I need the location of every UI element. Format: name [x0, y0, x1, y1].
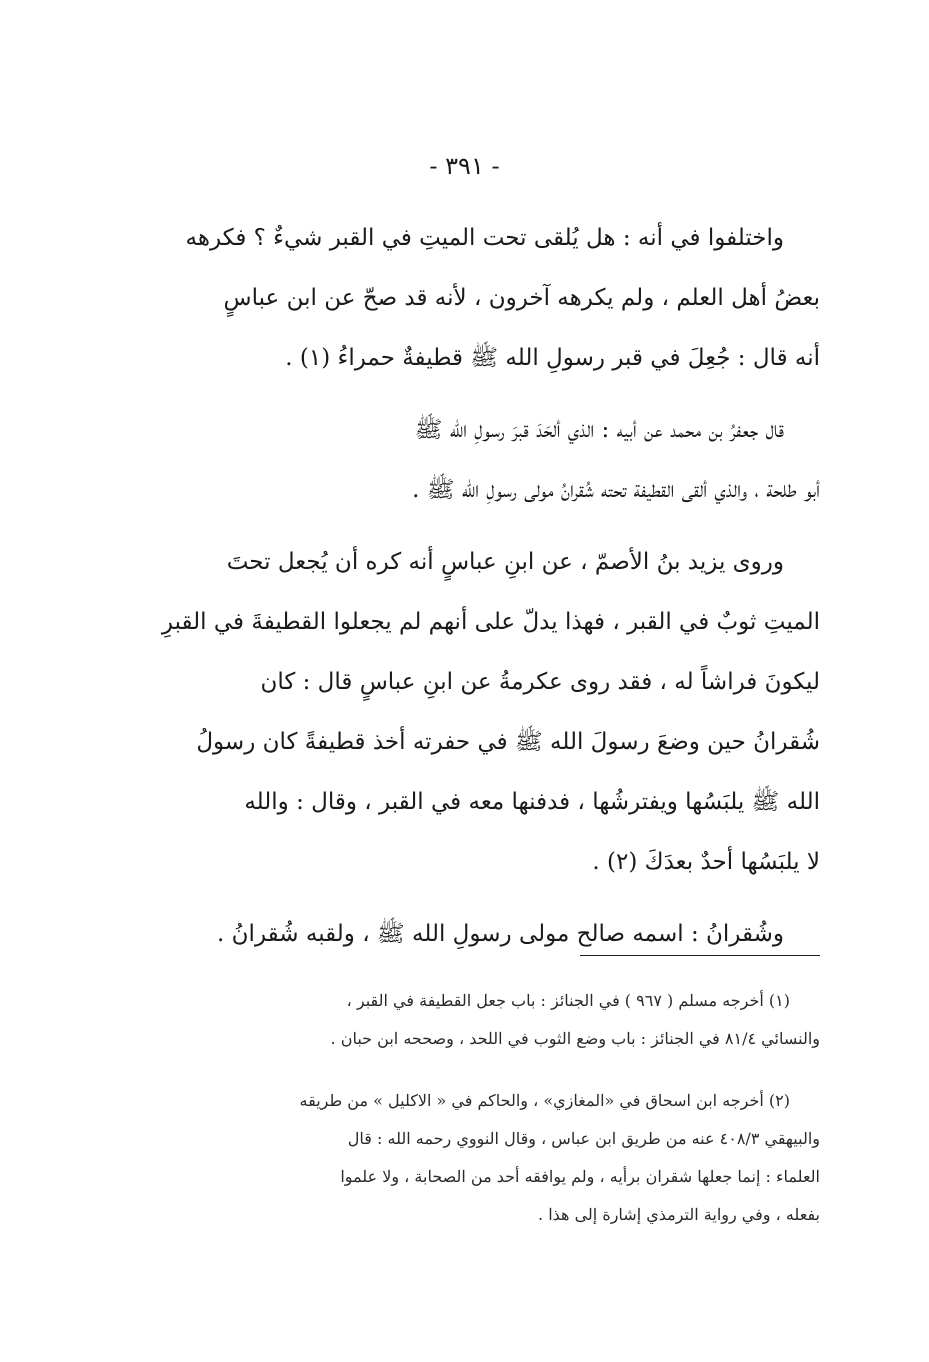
footnote-2: [110, 1082, 820, 1234]
footnote-line: (١) أخرجه مسلم ( ٩٦٧ ) في الجنائز : باب جعل القطيفة في القبر ،: [346, 991, 790, 1010]
text-line: وشُقرانُ : اسمه صالح مولى رسولِ الله ﷺ ، ولقبه شُقرانُ .: [217, 921, 784, 947]
footnote-line: بفعله ، وفي رواية الترمذي إشارة إلى هذا .: [538, 1205, 820, 1224]
text-line: شُقرانُ حين وضعَ رسولَ الله ﷺ في حفرته أخذ قطيفةً كان رسولُ: [196, 729, 820, 755]
footnote-1: [110, 982, 820, 1058]
footnote-line: والنسائي ٨١/٤ في الجنائز : باب وضع الثوب في اللحد ، وصححه ابن حبان .: [330, 1029, 820, 1048]
paragraph-1: [110, 208, 820, 388]
text-line: ليكونَ فراشاً له ، فقد روى عكرمةُ عن ابنِ عباسٍ قال : كان: [260, 669, 820, 695]
footnote-line: العلماء : إنما جعلها شقران برأيه ، ولم يوافقه أحد من الصحابة ، ولا علموا: [340, 1167, 820, 1186]
text-line: أبو طلحة ، والذي ألقى القطيفة تحته شُقرانُ مولى رسولِ الله ﷺ .: [412, 477, 820, 503]
page-number: - ٣٩١ -: [429, 152, 500, 180]
text-line: بعضُ أهل العلم ، ولم يكرهه آخرون ، لأنه قد صحّ عن ابن عباسٍ: [223, 285, 820, 311]
text-line: أنه قال : جُعِلَ في قبر رسولِ الله ﷺ قطيفةٌ حمراءُ (١) .: [285, 345, 820, 371]
text-line: قال جعفرُ بن محمد عن أبيه : الذي ألحَدَ قبرَ رسولِ الله ﷺ: [414, 417, 784, 443]
footnote-line: (٢) أخرجه ابن اسحاق في «المغازي» ، والحاكم في « الاكليل » من طريقه: [299, 1091, 790, 1110]
footnotes: [110, 982, 820, 1234]
paragraph-3: [110, 532, 820, 892]
paragraph-2: [110, 400, 820, 520]
text-line: الله ﷺ يلبَسُها ويفترشُها ، فدفنها معه في القبر ، وقال : والله: [244, 789, 820, 815]
footnote-separator: [580, 955, 820, 956]
text-line: وروى يزيد بنُ الأصمّ ، عن ابنِ عباسٍ أنه كره أن يُجعل تحتَ: [226, 549, 784, 575]
text-line: لا يلبَسُها أحدٌ بعدَكَ (٢) .: [592, 849, 820, 875]
text-line: الميتِ ثوبٌ في القبر ، فهذا يدلّ على أنهم لم يجعلوا القطيفةَ في القبرِ: [161, 609, 820, 635]
footnote-line: والبيهقي ٤٠٨/٣ عنه من طريق ابن عباس ، وقال النووي رحمه الله : قال: [347, 1129, 820, 1148]
main-text: [110, 208, 820, 964]
text-line: واختلفوا في أنه : هل يُلقى تحت الميتِ في القبر شيءٌ ؟ فكرهه: [185, 225, 784, 251]
